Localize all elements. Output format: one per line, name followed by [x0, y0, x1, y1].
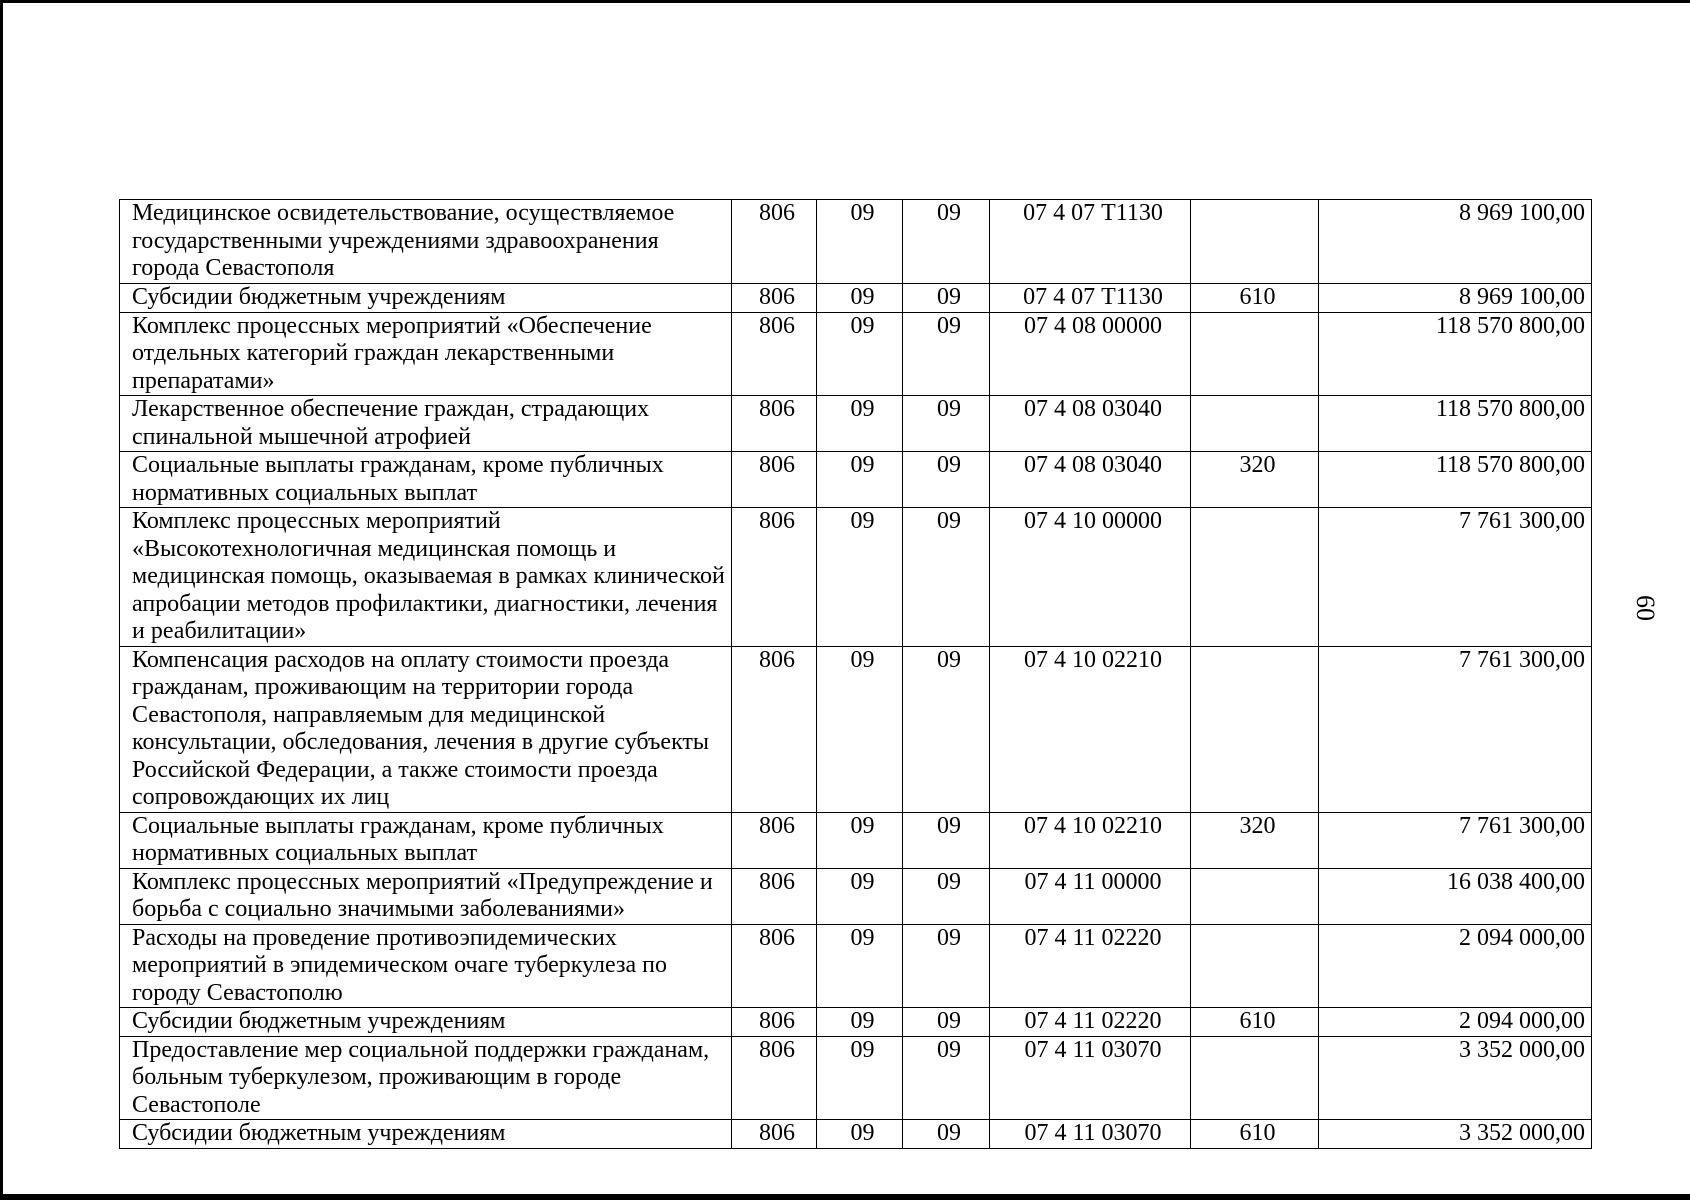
target-article-cell: 07 4 08 00000	[990, 312, 1191, 396]
table-row	[120, 646, 1592, 812]
table-row	[120, 200, 1592, 284]
amount-cell: 16 038 400,00	[1319, 868, 1592, 924]
expense-type-cell	[1191, 868, 1319, 924]
section-cell: 09	[817, 200, 903, 284]
department-code-cell: 806	[732, 284, 817, 313]
target-article-cell: 07 4 07 Т1130	[990, 284, 1191, 313]
table-row	[120, 312, 1592, 396]
department-code-cell: 806	[732, 396, 817, 452]
expense-type-cell: 610	[1191, 1008, 1319, 1037]
department-code-cell: 806	[732, 1008, 817, 1037]
target-article-cell: 07 4 11 02220	[990, 924, 1191, 1008]
scan-border-left	[0, 0, 3, 1200]
amount-cell: 8 969 100,00	[1319, 284, 1592, 313]
department-code-cell: 806	[732, 1120, 817, 1149]
subsection-cell: 09	[903, 508, 990, 647]
amount-cell: 7 761 300,00	[1319, 646, 1592, 812]
department-code-cell: 806	[732, 646, 817, 812]
table-row	[120, 508, 1592, 647]
scan-border-bottom	[0, 1194, 1690, 1200]
table-row	[120, 812, 1592, 868]
target-article-cell: 07 4 11 00000	[990, 868, 1191, 924]
target-article-cell: 07 4 07 Т1130	[990, 200, 1191, 284]
subsection-cell: 09	[903, 924, 990, 1008]
subsection-cell: 09	[903, 452, 990, 508]
department-code-cell: 806	[732, 312, 817, 396]
amount-cell: 2 094 000,00	[1319, 924, 1592, 1008]
amount-cell: 8 969 100,00	[1319, 200, 1592, 284]
expense-type-cell	[1191, 646, 1319, 812]
expense-name-cell: Комплекс процессных мероприятий «Обеспечение отдельных категорий граждан лекарственными препаратами»	[120, 312, 732, 396]
subsection-cell: 09	[903, 646, 990, 812]
department-code-cell: 806	[732, 200, 817, 284]
department-code-cell: 806	[732, 924, 817, 1008]
department-code-cell: 806	[732, 868, 817, 924]
subsection-cell: 09	[903, 1036, 990, 1120]
target-article-cell: 07 4 11 03070	[990, 1120, 1191, 1149]
expense-name-cell: Субсидии бюджетным учреждениям	[120, 1120, 732, 1149]
subsection-cell: 09	[903, 312, 990, 396]
section-cell: 09	[817, 1008, 903, 1037]
amount-cell: 3 352 000,00	[1319, 1120, 1592, 1149]
subsection-cell: 09	[903, 1008, 990, 1037]
section-cell: 09	[817, 1036, 903, 1120]
target-article-cell: 07 4 10 02210	[990, 812, 1191, 868]
table-row	[120, 1120, 1592, 1149]
expense-type-cell	[1191, 396, 1319, 452]
subsection-cell: 09	[903, 284, 990, 313]
expense-type-cell	[1191, 508, 1319, 647]
subsection-cell: 09	[903, 812, 990, 868]
amount-cell: 7 761 300,00	[1319, 812, 1592, 868]
section-cell: 09	[817, 812, 903, 868]
department-code-cell: 806	[732, 1036, 817, 1120]
table-row	[120, 1008, 1592, 1037]
amount-cell: 118 570 800,00	[1319, 312, 1592, 396]
expense-type-cell: 610	[1191, 284, 1319, 313]
expense-type-cell	[1191, 924, 1319, 1008]
section-cell: 09	[817, 284, 903, 313]
department-code-cell: 806	[732, 812, 817, 868]
section-cell: 09	[817, 924, 903, 1008]
department-code-cell: 806	[732, 508, 817, 647]
amount-cell: 3 352 000,00	[1319, 1036, 1592, 1120]
table-row	[120, 868, 1592, 924]
expense-name-cell: Субсидии бюджетным учреждениям	[120, 284, 732, 313]
expense-name-cell: Социальные выплаты гражданам, кроме публичных нормативных социальных выплат	[120, 812, 732, 868]
expense-name-cell: Комплекс процессных мероприятий «Высокотехнологичная медицинская помощь и медицинская помощь, оказываемая в рамках клинической апробации методов профилактики, диагностики, лечения и реабилитации»	[120, 508, 732, 647]
section-cell: 09	[817, 1120, 903, 1149]
table-row	[120, 924, 1592, 1008]
budget-table	[119, 199, 1592, 1149]
expense-type-cell: 610	[1191, 1120, 1319, 1149]
page-number: 60	[1631, 595, 1660, 621]
scan-border-top	[0, 0, 1690, 3]
expense-name-cell: Комплекс процессных мероприятий «Предупреждение и борьба с социально значимыми заболеваниями»	[120, 868, 732, 924]
section-cell: 09	[817, 396, 903, 452]
expense-type-cell: 320	[1191, 812, 1319, 868]
amount-cell: 118 570 800,00	[1319, 396, 1592, 452]
subsection-cell: 09	[903, 868, 990, 924]
expense-name-cell: Социальные выплаты гражданам, кроме публичных нормативных социальных выплат	[120, 452, 732, 508]
section-cell: 09	[817, 868, 903, 924]
table-row	[120, 284, 1592, 313]
target-article-cell: 07 4 08 03040	[990, 452, 1191, 508]
budget-table-body	[120, 200, 1592, 1149]
amount-cell: 118 570 800,00	[1319, 452, 1592, 508]
subsection-cell: 09	[903, 1120, 990, 1149]
expense-name-cell: Медицинское освидетельствование, осуществляемое государственными учреждениями здравоохранения города Севастополя	[120, 200, 732, 284]
target-article-cell: 07 4 08 03040	[990, 396, 1191, 452]
section-cell: 09	[817, 646, 903, 812]
expense-name-cell: Лекарственное обеспечение граждан, страдающих спинальной мышечной атрофией	[120, 396, 732, 452]
table-row	[120, 1036, 1592, 1120]
section-cell: 09	[817, 452, 903, 508]
target-article-cell: 07 4 11 02220	[990, 1008, 1191, 1037]
expense-name-cell: Компенсация расходов на оплату стоимости проезда гражданам, проживающим на территории города Севастополя, направляемым для медицинской консультации, обследования, лечения в другие субъекты Российской Федерации, а также стоимости проезда сопровождающих их лиц	[120, 646, 732, 812]
amount-cell: 2 094 000,00	[1319, 1008, 1592, 1037]
table-row	[120, 452, 1592, 508]
expense-name-cell: Предоставление мер социальной поддержки гражданам, больным туберкулезом, проживающим в городе Севастополе	[120, 1036, 732, 1120]
target-article-cell: 07 4 10 02210	[990, 646, 1191, 812]
target-article-cell: 07 4 10 00000	[990, 508, 1191, 647]
table-row	[120, 396, 1592, 452]
subsection-cell: 09	[903, 200, 990, 284]
section-cell: 09	[817, 312, 903, 396]
expense-type-cell	[1191, 1036, 1319, 1120]
expense-name-cell: Субсидии бюджетным учреждениям	[120, 1008, 732, 1037]
expense-name-cell: Расходы на проведение противоэпидемических мероприятий в эпидемическом очаге туберкулеза по городу Севастополю	[120, 924, 732, 1008]
expense-type-cell	[1191, 200, 1319, 284]
section-cell: 09	[817, 508, 903, 647]
expense-type-cell: 320	[1191, 452, 1319, 508]
amount-cell: 7 761 300,00	[1319, 508, 1592, 647]
department-code-cell: 806	[732, 452, 817, 508]
target-article-cell: 07 4 11 03070	[990, 1036, 1191, 1120]
expense-type-cell	[1191, 312, 1319, 396]
subsection-cell: 09	[903, 396, 990, 452]
